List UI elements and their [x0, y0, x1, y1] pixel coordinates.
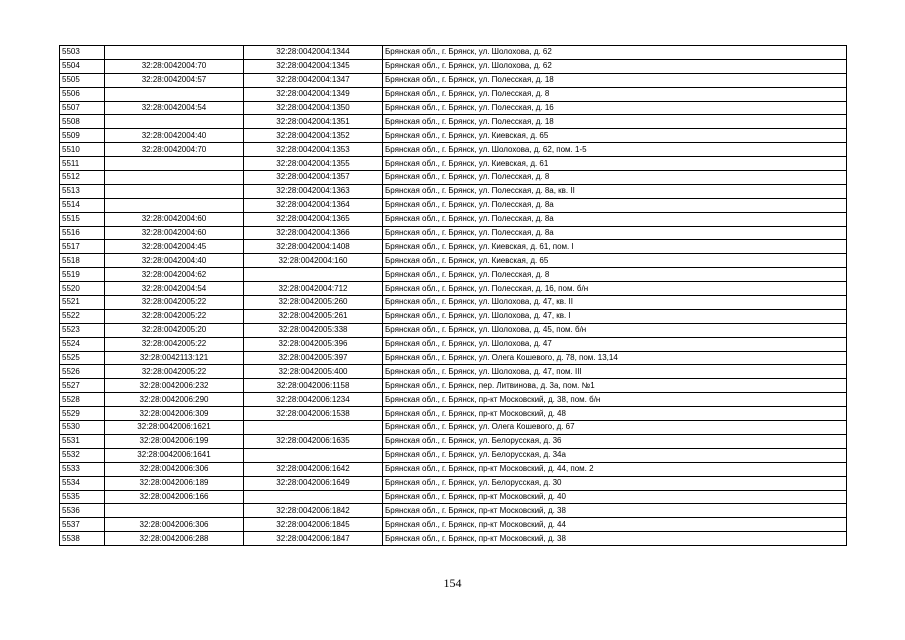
- address-cell: Брянская обл., г. Брянск, ул. Белорусская, д. 30: [383, 476, 847, 490]
- table-row: [60, 476, 847, 490]
- table-row: [60, 59, 847, 73]
- cadastral-number-a-cell: [105, 46, 244, 60]
- cadastral-number-b-cell: 32:28:0042004:1349: [244, 87, 383, 101]
- table-row: [60, 184, 847, 198]
- cadastral-number-a-cell: 32:28:0042004:54: [105, 282, 244, 296]
- address-cell: Брянская обл., г. Брянск, ул. Полесская, д. 8: [383, 171, 847, 185]
- cadastral-number-b-cell: 32:28:0042005:400: [244, 365, 383, 379]
- row-number-cell: 5505: [60, 73, 105, 87]
- row-number-cell: 5538: [60, 532, 105, 546]
- cadastral-number-b-cell: 32:28:0042006:1842: [244, 504, 383, 518]
- cadastral-number-b-cell: 32:28:0042004:1352: [244, 129, 383, 143]
- table-row: [60, 393, 847, 407]
- cadastral-number-a-cell: 32:28:0042006:288: [105, 532, 244, 546]
- cadastral-number-a-cell: [105, 171, 244, 185]
- row-number-cell: 5534: [60, 476, 105, 490]
- table-row: [60, 309, 847, 323]
- registry-table: [59, 45, 847, 546]
- address-cell: Брянская обл., г. Брянск, ул. Шолохова, д. 62, пом. 1-5: [383, 143, 847, 157]
- row-number-cell: 5532: [60, 448, 105, 462]
- cadastral-number-b-cell: 32:28:0042004:1366: [244, 226, 383, 240]
- address-cell: Брянская обл., г. Брянск, ул. Шолохова, д. 47, пом. III: [383, 365, 847, 379]
- address-cell: Брянская обл., г. Брянск, ул. Шолохова, д. 47: [383, 337, 847, 351]
- cadastral-number-b-cell: 32:28:0042004:160: [244, 254, 383, 268]
- address-cell: Брянская обл., г. Брянск, ул. Киевская, д. 65: [383, 254, 847, 268]
- address-cell: Брянская обл., г. Брянск, пр-кт Московский, д. 38: [383, 532, 847, 546]
- table-row: [60, 268, 847, 282]
- cadastral-number-b-cell: 32:28:0042006:1845: [244, 518, 383, 532]
- table-row: [60, 212, 847, 226]
- row-number-cell: 5508: [60, 115, 105, 129]
- table-row: [60, 87, 847, 101]
- cadastral-number-a-cell: 32:28:0042006:1621: [105, 421, 244, 435]
- cadastral-number-b-cell: [244, 421, 383, 435]
- row-number-cell: 5522: [60, 309, 105, 323]
- table-row: [60, 254, 847, 268]
- cadastral-number-a-cell: [105, 198, 244, 212]
- cadastral-number-a-cell: 32:28:0042005:22: [105, 337, 244, 351]
- table-row: [60, 462, 847, 476]
- address-cell: Брянская обл., г. Брянск, пер. Литвинова, д. 3а, пом. №1: [383, 379, 847, 393]
- cadastral-number-b-cell: 32:28:0042004:712: [244, 282, 383, 296]
- cadastral-number-a-cell: [105, 87, 244, 101]
- row-number-cell: 5537: [60, 518, 105, 532]
- address-cell: Брянская обл., г. Брянск, ул. Полесская, д. 18: [383, 73, 847, 87]
- cadastral-number-a-cell: 32:28:0042006:199: [105, 434, 244, 448]
- cadastral-number-b-cell: 32:28:0042006:1538: [244, 407, 383, 421]
- address-cell: Брянская обл., г. Брянск, ул. Полесская, д. 8: [383, 87, 847, 101]
- table-row: [60, 323, 847, 337]
- address-cell: Брянская обл., г. Брянск, ул. Полесская, д. 16, пом. б/н: [383, 282, 847, 296]
- registry-table-body: [60, 46, 847, 546]
- table-row: [60, 504, 847, 518]
- row-number-cell: 5530: [60, 421, 105, 435]
- row-number-cell: 5513: [60, 184, 105, 198]
- address-cell: Брянская обл., г. Брянск, пр-кт Московский, д. 38, пом. б/н: [383, 393, 847, 407]
- cadastral-number-a-cell: 32:28:0042004:60: [105, 212, 244, 226]
- cadastral-number-a-cell: 32:28:0042006:166: [105, 490, 244, 504]
- row-number-cell: 5504: [60, 59, 105, 73]
- cadastral-number-b-cell: 32:28:0042006:1649: [244, 476, 383, 490]
- cadastral-number-a-cell: 32:28:0042004:62: [105, 268, 244, 282]
- table-row: [60, 129, 847, 143]
- address-cell: Брянская обл., г. Брянск, ул. Белорусская, д. 36: [383, 434, 847, 448]
- table-row: [60, 46, 847, 60]
- cadastral-number-b-cell: 32:28:0042004:1363: [244, 184, 383, 198]
- row-number-cell: 5533: [60, 462, 105, 476]
- row-number-cell: 5518: [60, 254, 105, 268]
- table-row: [60, 351, 847, 365]
- cadastral-number-b-cell: 32:28:0042004:1365: [244, 212, 383, 226]
- address-cell: Брянская обл., г. Брянск, ул. Полесская, д. 8а: [383, 212, 847, 226]
- page-number: 154: [443, 576, 462, 590]
- cadastral-number-a-cell: [105, 157, 244, 171]
- table-row: [60, 518, 847, 532]
- row-number-cell: 5521: [60, 296, 105, 310]
- cadastral-number-b-cell: 32:28:0042006:1642: [244, 462, 383, 476]
- row-number-cell: 5512: [60, 171, 105, 185]
- address-cell: Брянская обл., г. Брянск, пр-кт Московский, д. 38: [383, 504, 847, 518]
- cadastral-number-a-cell: 32:28:0042005:22: [105, 296, 244, 310]
- cadastral-number-a-cell: 32:28:0042005:20: [105, 323, 244, 337]
- address-cell: Брянская обл., г. Брянск, ул. Белорусская, д. 34а: [383, 448, 847, 462]
- cadastral-number-b-cell: 32:28:0042004:1350: [244, 101, 383, 115]
- cadastral-number-b-cell: [244, 490, 383, 504]
- table-row: [60, 171, 847, 185]
- address-cell: Брянская обл., г. Брянск, ул. Шолохова, д. 62: [383, 59, 847, 73]
- address-cell: Брянская обл., г. Брянск, ул. Шолохова, д. 45, пом. б/н: [383, 323, 847, 337]
- table-row: [60, 532, 847, 546]
- cadastral-number-b-cell: 32:28:0042005:396: [244, 337, 383, 351]
- row-number-cell: 5524: [60, 337, 105, 351]
- address-cell: Брянская обл., г. Брянск, ул. Полесская, д. 8: [383, 268, 847, 282]
- table-row: [60, 101, 847, 115]
- table-row: [60, 337, 847, 351]
- cadastral-number-a-cell: 32:28:0042006:232: [105, 379, 244, 393]
- table-row: [60, 407, 847, 421]
- cadastral-number-a-cell: 32:28:0042006:189: [105, 476, 244, 490]
- row-number-cell: 5515: [60, 212, 105, 226]
- address-cell: Брянская обл., г. Брянск, ул. Шолохова, д. 47, кв. II: [383, 296, 847, 310]
- table-row: [60, 365, 847, 379]
- cadastral-number-a-cell: 32:28:0042113:121: [105, 351, 244, 365]
- table-row: [60, 448, 847, 462]
- address-cell: Брянская обл., г. Брянск, ул. Полесская, д. 16: [383, 101, 847, 115]
- cadastral-number-a-cell: 32:28:0042005:22: [105, 309, 244, 323]
- row-number-cell: 5503: [60, 46, 105, 60]
- row-number-cell: 5529: [60, 407, 105, 421]
- table-row: [60, 157, 847, 171]
- row-number-cell: 5516: [60, 226, 105, 240]
- cadastral-number-b-cell: [244, 268, 383, 282]
- table-row: [60, 198, 847, 212]
- cadastral-number-a-cell: 32:28:0042006:306: [105, 462, 244, 476]
- table-row: [60, 434, 847, 448]
- cadastral-number-b-cell: 32:28:0042004:1357: [244, 171, 383, 185]
- address-cell: Брянская обл., г. Брянск, ул. Киевская, д. 61: [383, 157, 847, 171]
- cadastral-number-b-cell: 32:28:0042004:1344: [244, 46, 383, 60]
- address-cell: Брянская обл., г. Брянск, пр-кт Московский, д. 44, пом. 2: [383, 462, 847, 476]
- cadastral-number-b-cell: 32:28:0042005:260: [244, 296, 383, 310]
- cadastral-number-a-cell: 32:28:0042004:70: [105, 59, 244, 73]
- row-number-cell: 5506: [60, 87, 105, 101]
- cadastral-number-b-cell: 32:28:0042004:1355: [244, 157, 383, 171]
- cadastral-number-a-cell: 32:28:0042004:40: [105, 254, 244, 268]
- cadastral-number-b-cell: 32:28:0042005:338: [244, 323, 383, 337]
- row-number-cell: 5509: [60, 129, 105, 143]
- address-cell: Брянская обл., г. Брянск, ул. Полесская, д. 18: [383, 115, 847, 129]
- address-cell: Брянская обл., г. Брянск, ул. Полесская, д. 8а, кв. II: [383, 184, 847, 198]
- address-cell: Брянская обл., г. Брянск, ул. Олега Кошевого, д. 67: [383, 421, 847, 435]
- address-cell: Брянская обл., г. Брянск, ул. Киевская, д. 65: [383, 129, 847, 143]
- address-cell: Брянская обл., г. Брянск, ул. Шолохова, д. 62: [383, 46, 847, 60]
- row-number-cell: 5535: [60, 490, 105, 504]
- address-cell: Брянская обл., г. Брянск, пр-кт Московский, д. 44: [383, 518, 847, 532]
- table-row: [60, 421, 847, 435]
- cadastral-number-b-cell: 32:28:0042005:397: [244, 351, 383, 365]
- cadastral-number-b-cell: 32:28:0042004:1353: [244, 143, 383, 157]
- table-row: [60, 115, 847, 129]
- cadastral-number-b-cell: 32:28:0042004:1364: [244, 198, 383, 212]
- row-number-cell: 5510: [60, 143, 105, 157]
- cadastral-number-a-cell: 32:28:0042004:70: [105, 143, 244, 157]
- row-number-cell: 5514: [60, 198, 105, 212]
- row-number-cell: 5536: [60, 504, 105, 518]
- cadastral-number-a-cell: [105, 184, 244, 198]
- address-cell: Брянская обл., г. Брянск, ул. Киевская, д. 61, пом. I: [383, 240, 847, 254]
- row-number-cell: 5526: [60, 365, 105, 379]
- cadastral-number-b-cell: 32:28:0042006:1234: [244, 393, 383, 407]
- row-number-cell: 5525: [60, 351, 105, 365]
- cadastral-number-a-cell: [105, 115, 244, 129]
- row-number-cell: 5531: [60, 434, 105, 448]
- cadastral-number-a-cell: 32:28:0042004:40: [105, 129, 244, 143]
- table-row: [60, 296, 847, 310]
- cadastral-number-b-cell: 32:28:0042005:261: [244, 309, 383, 323]
- cadastral-number-a-cell: 32:28:0042004:45: [105, 240, 244, 254]
- table-row: [60, 73, 847, 87]
- cadastral-number-b-cell: 32:28:0042004:1347: [244, 73, 383, 87]
- table-row: [60, 490, 847, 504]
- row-number-cell: 5523: [60, 323, 105, 337]
- cadastral-number-b-cell: 32:28:0042006:1847: [244, 532, 383, 546]
- cadastral-number-b-cell: 32:28:0042004:1408: [244, 240, 383, 254]
- table-row: [60, 379, 847, 393]
- address-cell: Брянская обл., г. Брянск, пр-кт Московский, д. 48: [383, 407, 847, 421]
- address-cell: Брянская обл., г. Брянск, ул. Шолохова, д. 47, кв. I: [383, 309, 847, 323]
- row-number-cell: 5527: [60, 379, 105, 393]
- table-row: [60, 240, 847, 254]
- address-cell: Брянская обл., г. Брянск, пр-кт Московский, д. 40: [383, 490, 847, 504]
- address-cell: Брянская обл., г. Брянск, ул. Полесская, д. 8а: [383, 226, 847, 240]
- cadastral-number-a-cell: 32:28:0042006:306: [105, 518, 244, 532]
- cadastral-number-a-cell: 32:28:0042006:290: [105, 393, 244, 407]
- table-row: [60, 143, 847, 157]
- row-number-cell: 5528: [60, 393, 105, 407]
- row-number-cell: 5517: [60, 240, 105, 254]
- cadastral-number-a-cell: 32:28:0042006:1641: [105, 448, 244, 462]
- table-row: [60, 282, 847, 296]
- cadastral-number-a-cell: [105, 504, 244, 518]
- cadastral-number-a-cell: 32:28:0042004:54: [105, 101, 244, 115]
- cadastral-number-b-cell: 32:28:0042006:1158: [244, 379, 383, 393]
- table-row: [60, 226, 847, 240]
- row-number-cell: 5520: [60, 282, 105, 296]
- cadastral-number-a-cell: 32:28:0042005:22: [105, 365, 244, 379]
- cadastral-number-a-cell: 32:28:0042006:309: [105, 407, 244, 421]
- row-number-cell: 5511: [60, 157, 105, 171]
- address-cell: Брянская обл., г. Брянск, ул. Полесская, д. 8а: [383, 198, 847, 212]
- cadastral-number-a-cell: 32:28:0042004:60: [105, 226, 244, 240]
- cadastral-number-b-cell: 32:28:0042004:1345: [244, 59, 383, 73]
- cadastral-number-b-cell: 32:28:0042004:1351: [244, 115, 383, 129]
- row-number-cell: 5519: [60, 268, 105, 282]
- cadastral-number-b-cell: [244, 448, 383, 462]
- cadastral-number-b-cell: 32:28:0042006:1635: [244, 434, 383, 448]
- row-number-cell: 5507: [60, 101, 105, 115]
- cadastral-number-a-cell: 32:28:0042004:57: [105, 73, 244, 87]
- address-cell: Брянская обл., г. Брянск, ул. Олега Кошевого, д. 78, пом. 13,14: [383, 351, 847, 365]
